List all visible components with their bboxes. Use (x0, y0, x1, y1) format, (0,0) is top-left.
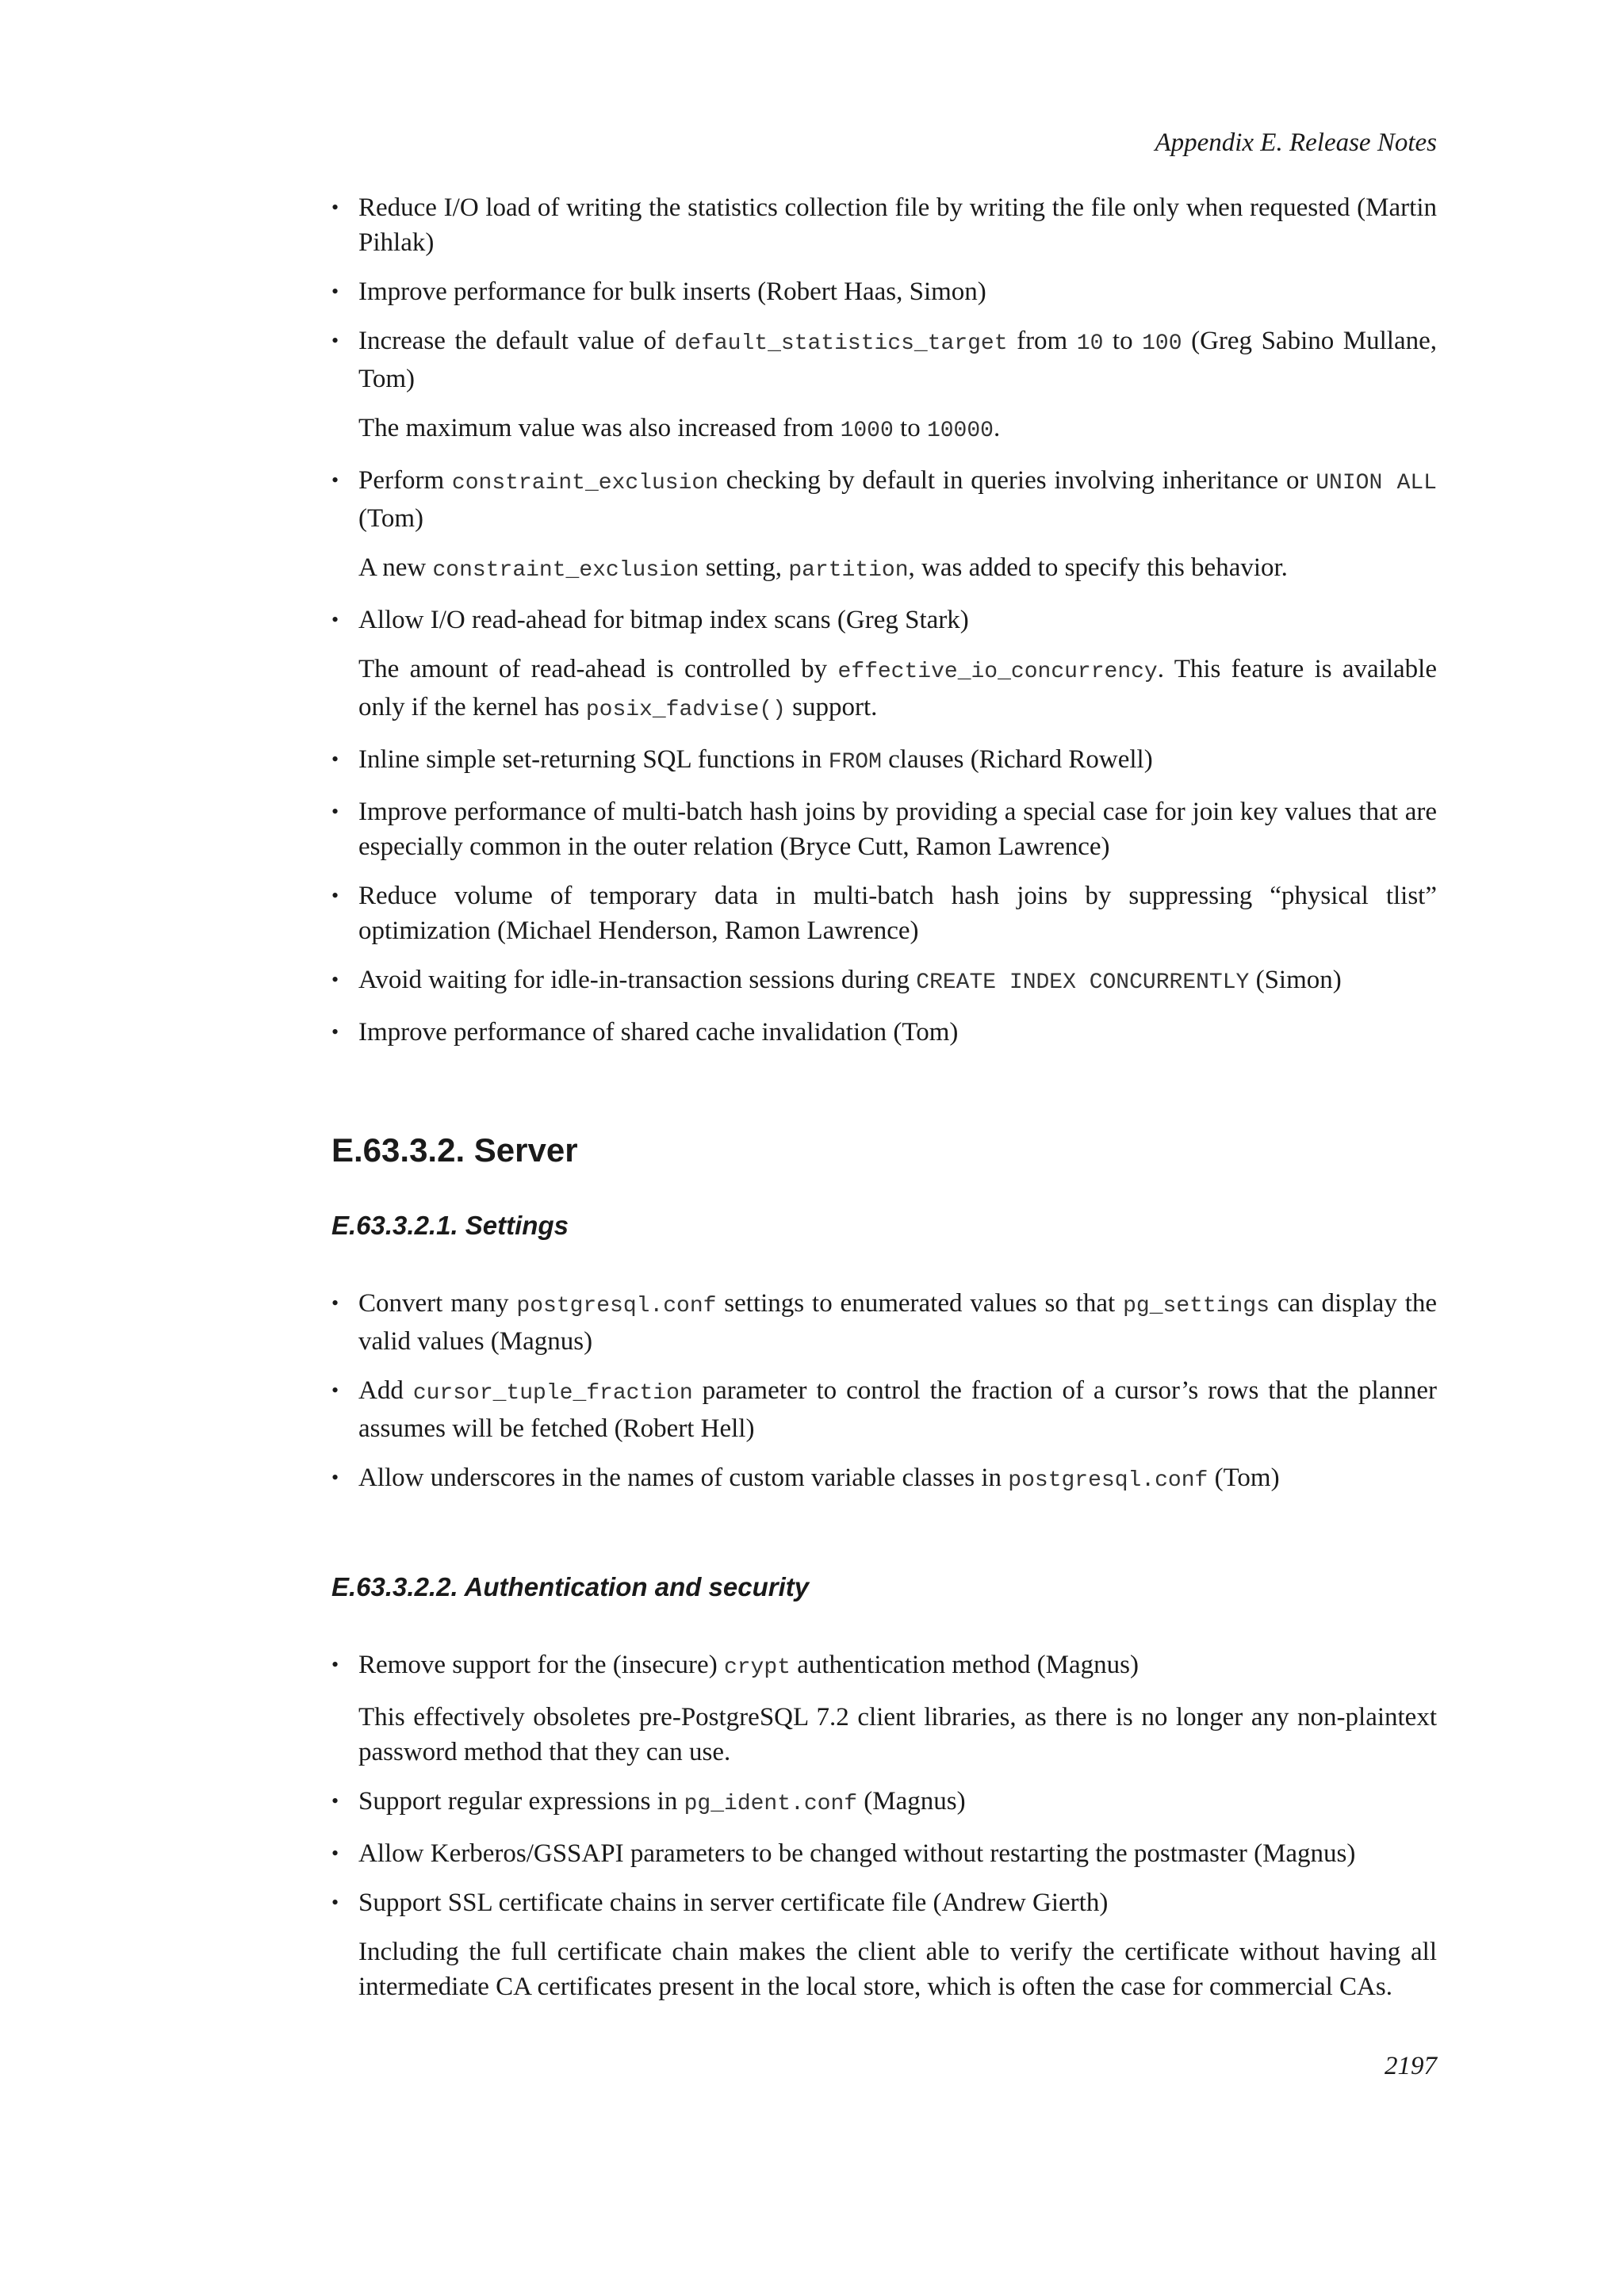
list-item: • Reduce volume of temporary data in multi-batch hash joins by suppressing “physical tlist” optimization (Michael Henderson, Ramon Lawrence) (331, 878, 1437, 948)
running-header: Appendix E. Release Notes (1155, 128, 1437, 157)
code-term: UNION ALL (1316, 471, 1437, 496)
page-number: 2197 (1385, 2052, 1437, 2080)
item-note: This effectively obsoletes pre-PostgreSQL 7.2 client libraries, as there is no longer any non-plaintext password method that they can use. (358, 1703, 1437, 1766)
item-note: The maximum value was also increased from 1000 to 10000. (358, 414, 1001, 443)
subsection-heading-settings: E.63.3.2.1. Settings (331, 1211, 569, 1240)
code-term: pg_ident.conf (684, 1792, 858, 1816)
code-term: postgresql.conf (1008, 1468, 1208, 1493)
code-term: posix_fadvise() (585, 698, 786, 722)
code-term: CREATE INDEX CONCURRENTLY (916, 970, 1250, 995)
subsection-heading-auth: E.63.3.2.2. Authentication and security (331, 1572, 810, 1601)
code-term: 100 (1142, 331, 1182, 356)
item-note: Including the full certificate chain makes the client able to verify the certificate without having all intermediate CA certificates present in the local store, which is often the case for commercial CAs. (358, 1938, 1437, 2001)
list-item: • Remove support for the (insecure) crypt authentication method (Magnus) This effectively obsoletes pre-PostgreSQL 7.2 client libraries, as there is no longer any non-plaintext password method that they can use. (331, 1647, 1437, 1770)
item-note: The amount of read-ahead is controlled by effective_io_concurrency. This feature is available only if the kernel has posix_fadvise() support. (358, 655, 1437, 722)
list-item: • Perform constraint_exclusion checking by default in queries involving inheritance or UNION ALL (Tom) A new constraint_exclusion setting, partition, was added to specify this behavior. (331, 463, 1437, 588)
code-term: cursor_tuple_fraction (412, 1381, 693, 1406)
list-item: • Allow Kerberos/GSSAPI parameters to be changed without restarting the postmaster (Magnus) (331, 1836, 1437, 1871)
code-term: effective_io_concurrency (837, 660, 1158, 684)
section-heading-server: E.63.3.2. Server (331, 1131, 578, 1169)
code-term: crypt (723, 1655, 791, 1680)
list-item: • Improve performance for bulk inserts (Robert Haas, Simon) (331, 274, 1437, 309)
code-term: 10000 (926, 419, 994, 443)
list-item: • Avoid waiting for idle-in-transaction sessions during CREATE INDEX CONCURRENTLY (Simon) (331, 962, 1437, 1001)
code-term: FROM (828, 750, 882, 775)
code-term: pg_settings (1123, 1294, 1270, 1318)
item-note: A new constraint_exclusion setting, partition, was added to specify this behavior. (358, 553, 1288, 583)
code-term: postgresql.conf (516, 1294, 717, 1318)
list-item: • Convert many postgresql.conf settings to enumerated values so that pg_settings can display the valid values (Magnus) (331, 1286, 1437, 1359)
list-item: • Increase the default value of default_statistics_target from 10 to 100 (Greg Sabino Mullane, Tom) The maximum value was also increased from 1000 to 10000. (331, 323, 1437, 449)
code-term: default_statistics_target (674, 331, 1008, 356)
list-item: • Add cursor_tuple_fraction parameter to control the fraction of a cursor’s rows that the planner assumes will be fetched (Robert Hell) (331, 1373, 1437, 1446)
list-item: • Support regular expressions in pg_ident.conf (Magnus) (331, 1784, 1437, 1822)
code-term: 10 (1076, 331, 1104, 356)
performance-list (331, 190, 1437, 1050)
list-item: • Improve performance of shared cache invalidation (Tom) (331, 1015, 1437, 1050)
auth-list (331, 1647, 1437, 2004)
list-item: • Support SSL certificate chains in server certificate file (Andrew Gierth) Including the full certificate chain makes the client able to verify the certificate without having all intermediate CA certificates present in the local store, which is often the case for commercial CAs. (331, 1885, 1437, 2004)
list-item: • Inline simple set-returning SQL functions in FROM clauses (Richard Rowell) (331, 742, 1437, 780)
list-item: • Improve performance of multi-batch hash joins by providing a special case for join key values that are especially common in the outer relation (Bryce Cutt, Ramon Lawrence) (331, 794, 1437, 864)
code-term: constraint_exclusion (432, 558, 699, 583)
code-term: constraint_exclusion (451, 471, 718, 496)
settings-list (331, 1286, 1437, 1498)
list-item: • Allow underscores in the names of custom variable classes in postgresql.conf (Tom) (331, 1460, 1437, 1498)
page-content (331, 190, 1437, 2019)
list-item: • Allow I/O read-ahead for bitmap index scans (Greg Stark) The amount of read-ahead is controlled by effective_io_concurrency. This feature is available only if the kernel has posix_fadvise() support. (331, 603, 1437, 728)
code-term: 1000 (840, 419, 894, 443)
code-term: partition (788, 558, 909, 583)
list-item: • Reduce I/O load of writing the statistics collection file by writing the file only when requested (Martin Pihlak) (331, 190, 1437, 260)
